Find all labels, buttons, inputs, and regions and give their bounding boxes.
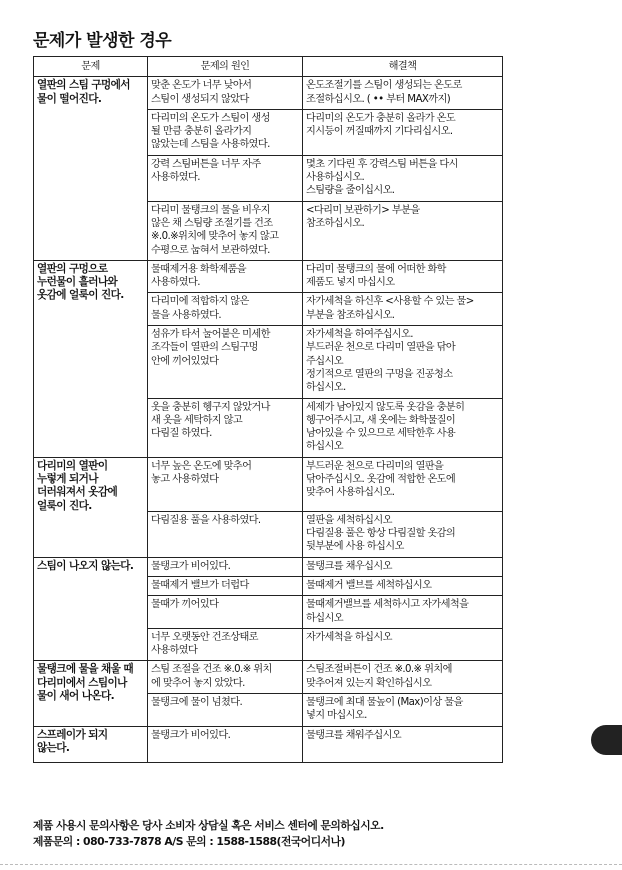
cause-cell <box>148 726 303 762</box>
solution-cell-line: 다림질용 풀은 항상 다림질할 옷감의 <box>306 528 456 540</box>
solution-cell <box>303 260 503 293</box>
problem-cell-line: 다리미의 열판이 <box>37 459 108 472</box>
cause-cell <box>148 77 303 110</box>
cause-cell-line: 강력 스팀버튼을 너무 자주 <box>151 158 261 170</box>
cause-cell <box>148 511 303 557</box>
solution-cell-line: 스팀조절버튼이 건조 ※.0.※ 위치에 <box>306 664 452 676</box>
cause-cell <box>148 596 303 629</box>
cause-cell-line: 맞춘 온도가 너무 낮아서 <box>151 80 252 92</box>
cause-cell-line: 다리미에 적합하지 않은 <box>151 296 249 308</box>
cause-cell-line: 물탱크가 비어있다. <box>151 560 231 572</box>
solution-cell-line: 부드러운 천으로 다리미의 열판을 <box>306 460 444 472</box>
solution-cell-line: 열판을 세척하십시오 <box>306 514 392 526</box>
cause-cell-line: 스팀 조절을 건조 ※.0.※ 위치 <box>151 664 272 676</box>
solution-cell-line: 몇초 기다린 후 강력스팀 버튼을 다시 <box>306 158 458 170</box>
solution-cell-line: 사용하십시오. <box>306 172 365 184</box>
cause-cell-line: 물때제거용 화학제품을 <box>151 263 247 275</box>
solution-cell-line: 물탱크를 채우십시오 <box>306 560 392 572</box>
solution-cell-line: <다리미 보관하기> 부분을 <box>306 204 420 216</box>
cause-cell <box>148 201 303 260</box>
cause-cell-line: 스팀이 생성되지 않았다 <box>151 93 249 105</box>
cause-cell-line: ※.0.※위치에 맞추어 놓지 않고 <box>151 231 279 243</box>
cause-cell-line: 물을 사용하였다. <box>151 309 221 321</box>
problem-cell-line: 열판의 스팀 구멍에서 <box>37 79 130 92</box>
solution-cell-line: 남아있을 수 있으므로 세탁한후 사용 <box>306 428 456 440</box>
cause-cell-line: 에 맞추어 놓지 았았다. <box>151 677 245 689</box>
solution-cell-line: 참조하십시오. <box>306 217 365 229</box>
solution-cell <box>303 576 503 595</box>
table-row <box>34 77 503 110</box>
solution-cell-line: 헹구어주시고, 새 옷에는 화학물질이 <box>306 414 456 426</box>
solution-cell-line: 넣지 마십시오. <box>306 710 367 722</box>
table-row <box>34 457 503 511</box>
cause-cell-line: 수평으로 눕혀서 보관하였다. <box>151 244 270 256</box>
solution-cell-line: 온도조절기를 스팀이 생성되는 온도로 <box>306 80 462 92</box>
cause-cell-line: 않았는데 스팀을 사용하였다. <box>151 139 270 151</box>
solution-cell-line: 다리미의 온도가 충분히 올라가 온도 <box>306 112 456 124</box>
solution-cell <box>303 326 503 398</box>
footer-contact-numbers: 제품문의 : 080-733-7878 A/S 문의 : 1588-1588(전국어디서나) <box>33 835 345 848</box>
cause-cell-line: 다리미 물탱크의 물을 비우지 <box>151 204 270 216</box>
problem-cell-line: 물탱크에 물을 채울 때 <box>37 663 133 676</box>
solution-cell-line: 하십시오 <box>306 612 343 624</box>
table-header-row <box>34 57 503 77</box>
problem-cell <box>34 77 148 261</box>
cause-cell-line: 물때제거 밸브가 더럽다 <box>151 579 249 591</box>
problem-cell-line: 않는다. <box>37 741 70 754</box>
cause-cell-line: 물탱크에 물이 넘쳤다. <box>151 696 243 708</box>
cause-cell-line: 조각들이 열판의 스팀구멍 <box>151 342 258 354</box>
cause-cell <box>148 557 303 576</box>
solution-cell <box>303 457 503 511</box>
solution-cell-line: 지시등이 꺼질때까지 기다리십시오. <box>306 126 453 138</box>
cause-cell-line: 다리미의 온도가 스팀이 생성 <box>151 112 270 124</box>
solution-cell-line: 조절하십시오. ( •• 부터 MAX까지) <box>306 93 451 105</box>
cause-cell-line: 다림질 하였다. <box>151 428 212 440</box>
solution-cell <box>303 155 503 201</box>
solution-cell-line: 세제가 남아있지 않도록 옷감을 충분히 <box>306 401 465 413</box>
cause-cell-line: 안에 끼어있었다 <box>151 355 219 367</box>
cut-line-divider <box>0 864 622 865</box>
solution-cell-line: 하십시오. <box>306 382 346 394</box>
solution-cell-line: 부분을 참조하십시오. <box>306 309 395 321</box>
solution-cell-line: 자가세척을 하신후 <사용할 수 있는 물> <box>306 296 474 308</box>
problem-cell-line: 더러워져서 옷감에 <box>37 486 118 499</box>
cause-cell <box>148 260 303 293</box>
solution-cell <box>303 661 503 694</box>
cause-cell-line: 섬유가 타서 눌어붙은 미세한 <box>151 329 270 341</box>
table-row <box>34 661 503 694</box>
solution-cell <box>303 398 503 457</box>
solution-cell-line: 자가세척을 하여주십시오. <box>306 329 413 341</box>
troubleshooting-table <box>33 56 503 763</box>
page-title: 문제가 발생한 경우 <box>33 31 172 51</box>
solution-cell <box>303 693 503 726</box>
problem-cell-line: 스팀이 나오지 않는다. <box>37 559 134 572</box>
solution-cell <box>303 201 503 260</box>
solution-cell-line: 스팀량을 줄이십시오. <box>306 185 395 197</box>
problem-cell <box>34 726 148 762</box>
cause-cell-line: 물때가 끼어있다 <box>151 599 219 611</box>
solution-cell-line: 주십시오 <box>306 355 343 367</box>
cause-cell-line: 새 옷을 세탁하지 않고 <box>151 414 243 426</box>
solution-cell-line: 다리미 물탱크의 물에 어떠한 화학 <box>306 263 446 275</box>
solution-cell <box>303 77 503 110</box>
problem-cell-line: 다리미에서 스팀이나 <box>37 676 127 689</box>
cause-cell-line: 사용하였다. <box>151 277 200 289</box>
cause-cell-line: 물탱크가 비어있다. <box>151 729 231 741</box>
header-cause: 문제의 원인 <box>148 57 303 77</box>
cause-cell-line: 될 만큼 충분히 올라가지 <box>151 126 252 138</box>
cause-cell <box>148 155 303 201</box>
problem-cell-line: 누런물이 흘러나와 <box>37 276 118 289</box>
cause-cell <box>148 693 303 726</box>
problem-cell <box>34 661 148 726</box>
cause-cell-line: 옷을 충분히 헹구지 않았거나 <box>151 401 270 413</box>
cause-cell <box>148 576 303 595</box>
table-body <box>34 77 503 762</box>
solution-cell <box>303 557 503 576</box>
cause-cell <box>148 109 303 155</box>
solution-cell-line: 닦아주십시오. 옷감에 적합한 온도에 <box>306 474 456 486</box>
page-tab-marker <box>591 725 622 755</box>
solution-cell-line: 제품도 넣지 마십시오 <box>306 277 395 289</box>
solution-cell <box>303 511 503 557</box>
solution-cell-line: 부드러운 천으로 다리미 열판을 닦아 <box>306 342 456 354</box>
problem-cell-line: 얼룩이 진다. <box>37 499 92 512</box>
solution-cell-line: 물때제거밸브를 세척하시고 자가세척을 <box>306 599 469 611</box>
solution-cell <box>303 726 503 762</box>
cause-cell-line: 않은 채 스팀량 조절기를 건조 <box>151 217 273 229</box>
cause-cell <box>148 326 303 398</box>
solution-cell <box>303 628 503 661</box>
solution-cell-line: 뒷부분에 사용 하십시오 <box>306 541 404 553</box>
header-solution: 해결책 <box>303 57 503 77</box>
cause-cell-line: 놓고 사용하였다 <box>151 474 219 486</box>
cause-cell <box>148 398 303 457</box>
cause-cell <box>148 661 303 694</box>
cause-cell-line: 사용하였다. <box>151 172 200 184</box>
solution-cell <box>303 293 503 326</box>
problem-cell <box>34 457 148 557</box>
solution-cell-line: 자가세척을 하십시오 <box>306 631 392 643</box>
solution-cell <box>303 109 503 155</box>
cause-cell-line: 다림질용 풀을 사용하였다. <box>151 514 261 526</box>
solution-cell-line: 정기적으로 열판의 구멍을 진공청소 <box>306 368 453 380</box>
solution-cell-line: 맞추어져 있는지 확인하십시오 <box>306 677 432 689</box>
problem-cell-line: 스프레이가 되지 <box>37 728 108 741</box>
cause-cell <box>148 293 303 326</box>
solution-cell-line: 물때제거 밸브를 세척하십시오 <box>306 579 432 591</box>
solution-cell-line: 물탱크에 최대 물높이 (Max)이상 물을 <box>306 696 463 708</box>
problem-cell-line: 옷감에 얼룩이 진다. <box>37 289 124 302</box>
table-row <box>34 260 503 293</box>
header-problem: 문제 <box>34 57 148 77</box>
problem-cell <box>34 260 148 457</box>
table-row <box>34 726 503 762</box>
solution-cell-line: 맞추어 사용하십시오. <box>306 487 395 499</box>
problem-cell-line: 누렇게 되거나 <box>37 473 98 486</box>
cause-cell <box>148 628 303 661</box>
cause-cell-line: 너무 높은 온도에 맞추어 <box>151 460 252 472</box>
solution-cell <box>303 596 503 629</box>
solution-cell-line: 물탱크를 채워주십시오 <box>306 729 402 741</box>
cause-cell-line: 너무 오랫동안 건조상태로 <box>151 631 258 643</box>
problem-cell-line: 열판의 구멍으로 <box>37 262 108 275</box>
problem-cell-line: 물이 떨어진다. <box>37 92 102 105</box>
cause-cell <box>148 457 303 511</box>
problem-cell <box>34 557 148 661</box>
solution-cell-line: 하십시오 <box>306 441 343 453</box>
cause-cell-line: 사용하였다 <box>151 645 198 657</box>
problem-cell-line: 물이 새어 나온다. <box>37 689 115 702</box>
footer-inquiry-note: 제품 사용시 문의사항은 당사 소비자 상담실 혹은 서비스 센터에 문의하십시오. <box>33 819 384 832</box>
table-row <box>34 557 503 576</box>
